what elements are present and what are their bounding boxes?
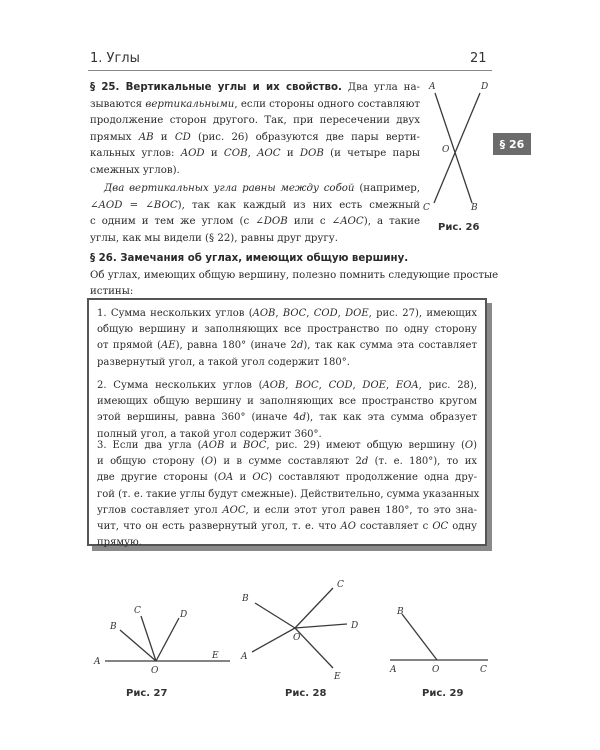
section-25-paragraph (90, 97, 420, 180)
figure-29 (380, 598, 495, 678)
fig27-label-a: A (94, 657, 101, 667)
text-line: углов составляет угол AOC, и если этот угол равен 180°, то это зна- (97, 504, 477, 516)
truths-box (87, 298, 487, 549)
fig27-label-c: C (134, 606, 141, 616)
text-line: кальных углов: AOD и COB, AOC и DOB (и четыре пары (90, 148, 420, 159)
text-line: полный угол, а такой угол содержит 360°. (97, 428, 322, 440)
ray-oa-28 (252, 628, 295, 652)
truth-3 (97, 438, 480, 551)
fig28-label-e: E (334, 672, 341, 682)
text-line: с одним и тем же углом (с ∠DOB или с ∠AOC), а такие (90, 216, 420, 227)
text-line: Об углах, имеющих общую вершину, полезно помнить следующие простые (90, 269, 499, 281)
text-line: прямых AB и CD (рис. 26) образуются две пары верти- (90, 131, 420, 143)
ray-oe-28 (295, 628, 333, 668)
ray-od (156, 618, 179, 661)
fig27-label-b: B (110, 622, 117, 632)
section-26-heading: § 26. Замечания об углах, имеющих общую вершину. (90, 253, 409, 264)
fig26-label-o: O (442, 145, 450, 155)
text-line: 3. Если два угла (AOB и BOC, рис. 29) имеют общую вершину (O) (97, 440, 477, 451)
text-line: ∠AOD = ∠BOC), так как каждый из них есть смежный (90, 199, 420, 211)
ray-od-28 (295, 624, 347, 628)
fig29-label-a: A (390, 665, 397, 675)
truth-2 (97, 378, 477, 443)
text-line: истины: (90, 286, 134, 297)
fig27-label-e: E (212, 651, 219, 661)
figure-27-caption: Рис. 27 (126, 688, 168, 699)
fig26-label-a: A (429, 82, 436, 92)
fig29-label-c: C (480, 665, 487, 675)
fig29-label-o: O (432, 665, 440, 675)
fig28-label-d: D (351, 621, 359, 631)
figure-26 (420, 78, 500, 218)
fig28-label-b: B (242, 594, 249, 604)
text-line: гой (т. е. такие углы будут смежные). Действительно, сумма указанных (97, 488, 480, 500)
section-25-paragraph-2 (90, 181, 420, 247)
ray-ob-28 (255, 603, 295, 628)
fig28-label-a: A (241, 652, 248, 662)
truth-1 (97, 306, 477, 371)
text-line: этой вершины, равна 360° (иначе 4d), так как эта сумма образует (97, 412, 477, 424)
figure-26-caption: Рис. 26 (438, 222, 480, 233)
text-line: от прямой (AE), равна 180° (иначе 2d), так как сумма эта составляет (97, 340, 477, 352)
text-line: имеющих общую вершину и заполняющих все пространство кругом (97, 396, 477, 408)
fig26-label-d: D (481, 82, 489, 92)
figure-27 (90, 598, 240, 678)
fig27-label-o: O (151, 666, 159, 676)
ray-ob-29 (402, 614, 437, 660)
fig28-label-c: C (337, 580, 344, 590)
fig28-label-o: O (293, 633, 301, 643)
text-line: смежных углов). (90, 164, 180, 176)
section-25 (90, 80, 420, 247)
fig27-label-d: D (180, 610, 188, 620)
section-side-tab: § 26 (493, 133, 531, 155)
section-25-line: Два угла на- (347, 82, 420, 93)
text-line: чит, что он есть развернутый угол, т. е. что AO составляет с OC одну (97, 521, 478, 533)
text-line: общую вершину и заполняющих все пространство по одну сторону (97, 324, 477, 336)
section-26-intro (90, 268, 499, 301)
text-line: 1. Сумма нескольких углов (AOB, BOC, COD, DOE, рис. 27), имеющих (97, 308, 478, 319)
text-line: углы, как мы видели (§ 22), равны друг другу. (90, 232, 338, 244)
page-number: 21 (470, 51, 487, 66)
section-26 (90, 251, 499, 301)
text-line: Два вертикальных угла равны между собой (например, (104, 183, 420, 194)
fig29-label-b: B (397, 607, 404, 617)
text-line: 2. Сумма нескольких углов (AOB, BOC, COD, DOE, EOA, рис. 28), (97, 380, 477, 391)
ray-oc-28 (295, 588, 333, 628)
section-25-heading: § 25. Вертикальные углы и их свойство. (90, 82, 342, 93)
text-line: и общую сторону (O) и в сумме составляют 2d (т. е. 180°), то их (97, 456, 478, 468)
figure-29-caption: Рис. 29 (422, 688, 464, 699)
text-line: развернутый угол, а такой угол содержит 180°. (97, 356, 350, 368)
text-line: продолжение сторон другого. Так, при пересечении двух (90, 115, 420, 126)
text-line: прямую. (97, 537, 142, 549)
text-line: зываются вертикальными, если стороны одного составляют (90, 98, 420, 110)
fig26-label-b: B (471, 203, 478, 213)
running-header-chapter: 1. Углы (90, 51, 140, 66)
text-line: две другие стороны (OA и OC) составляют продолжение одна дру- (97, 472, 477, 484)
fig26-label-c: C (423, 203, 430, 213)
figure-28-caption: Рис. 28 (285, 688, 327, 699)
header-rule (88, 70, 492, 71)
figure-28 (230, 575, 375, 685)
